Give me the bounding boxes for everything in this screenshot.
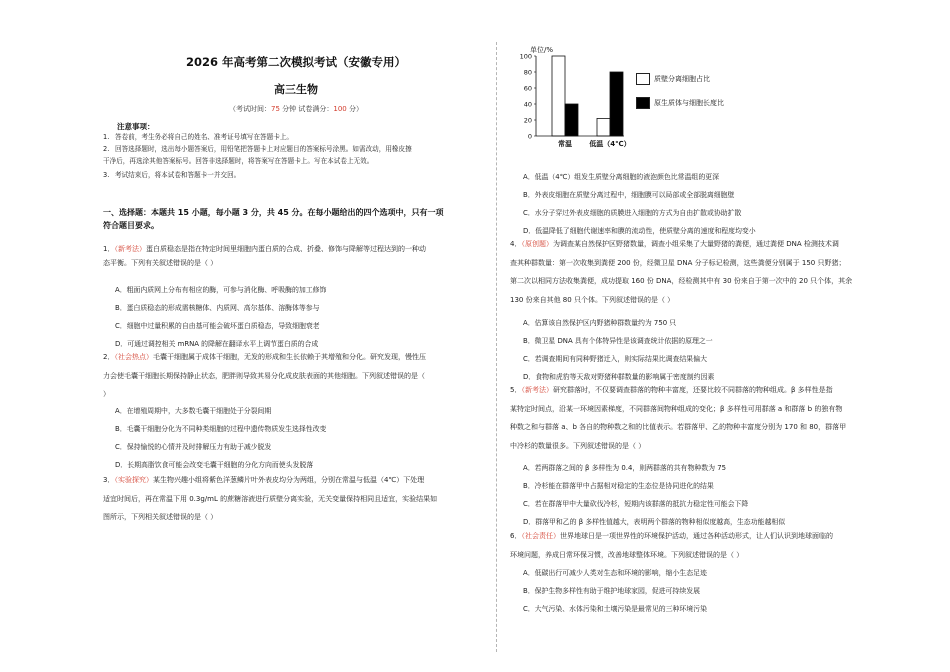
question-tag: （新考法） xyxy=(521,386,553,394)
notice-item-continued: 干净后，再选涂其他答案标号。回答非选择题时，将答案写在答题卡上。写在本试卷上无效。 xyxy=(103,157,374,165)
question-1: 1．（新考法）蛋白质稳态是指在特定时间里细胞内蛋白质的合成、折叠、修饰与降解等过程达到的一种动 态平衡。下列有关叙述错误的是（ ） xyxy=(103,245,426,267)
chart-y-tick-label: 40 xyxy=(523,100,532,109)
legend-item-1: 质壁分离细胞占比 xyxy=(636,73,710,85)
notice-item: 2. 回答选择题时，选出每小题答案后，用铅笔把答题卡上对应题目的答案标号涂黑。如需改动，用橡皮擦 xyxy=(103,145,412,153)
option-c: C．若调查期间有同种野猪迁入，则实际结果比调查结果偏大 xyxy=(523,355,707,363)
chart-category-label: 常温 xyxy=(558,140,572,148)
option-c: C．水分子穿过外表皮细胞的质膜进入细胞的方式为自由扩散或协助扩散 xyxy=(523,209,742,217)
section-heading: 一、选择题：本题共 15 小题，每小题 3 分，共 45 分。在每小题给出的四个选项中，只有一项 符合题目要求。 xyxy=(103,208,444,230)
option-b: B．冷杉能在群落甲中占据相对稳定的生态位是协同进化的结果 xyxy=(523,482,714,490)
notice-item: 3. 考试结束后，将本试卷和答题卡一并交回。 xyxy=(103,171,241,179)
question-tag: （原创题） xyxy=(521,240,553,248)
exam-title: 2026 年高考第二次模拟考试（安徽专用） xyxy=(185,55,406,69)
option-b: B．微卫星 DNA 具有个体特异性是该调查统计依据的原理之一 xyxy=(523,337,713,345)
option-c: C．保持愉悦的心情并及时排解压力有助于减少脱发 xyxy=(115,443,272,451)
option-c: C．大气污染、水体污染和土壤污染是最常见的三种环境污染 xyxy=(523,605,707,613)
chart-bar xyxy=(552,56,565,136)
column-divider xyxy=(496,42,497,652)
question-tag: （新考法） xyxy=(114,245,146,253)
question-5: 5．（新考法）研究群落时，不仅要调查群落的物种丰富度，还要比较不同群落的物种组成。β 多样性是指 某特定时间点，沿某一环境因素梯度，不同群落间物种组成的变化；β 多样性可用群落 a 和群落 b 的独有物 种数之和与群落 a、b 各自的物种数之和的比值表示。若群落甲、乙的物种丰富度分别为 170 和 80，群落甲 中冷杉的数量很多。下列叙述错误的是（ ） xyxy=(510,386,847,450)
exam-score: 100 xyxy=(333,105,347,113)
notice-item: 1. 答卷前，考生务必将自己的姓名、准考证号填写在答题卡上。 xyxy=(103,133,294,141)
chart-bar xyxy=(597,118,610,136)
chart-category-label: 低温（4℃） xyxy=(589,140,631,148)
question-tag: （社会责任） xyxy=(521,532,560,540)
option-c: C．细胞中过量积累的自由基可能会破坏蛋白质稳态，导致细胞衰老 xyxy=(115,322,320,330)
legend-item-2: 原生质体与细胞长度比 xyxy=(636,97,724,109)
exam-subject: 高三生物 xyxy=(274,83,318,96)
option-d: D．食物和虎豹等天敌对野猪种群数量的影响属于密度制约因素 xyxy=(523,373,715,381)
option-a: A．在增殖周期中，大多数毛囊干细胞处于分裂间期 xyxy=(115,407,272,415)
chart-y-tick-label: 20 xyxy=(523,116,532,125)
option-d: D．群落甲和乙的 β 多样性值越大，表明两个群落的物种相似度越高，生态功能越相似 xyxy=(523,518,786,526)
chart-bar xyxy=(610,72,623,136)
option-a: A．估算该自然保护区内野猪种群数量约为 750 只 xyxy=(523,319,677,327)
question-3: 3．（实验探究）某生物兴趣小组将紫色洋葱鳞片叶外表皮均分为两组，分别在常温与低温（4℃）下处理 适宜时间后，再在常温下用 0.3g/mL 的蔗糖溶液进行质壁分离实验，无关变量保持相同且适宜，实验结果如 图所示，下列相关叙述错误的是（ ） xyxy=(103,476,438,521)
legend-swatch-black xyxy=(636,97,650,109)
option-a: A．低碳出行可减少人类对生态和环境的影响，缩小生态足迹 xyxy=(523,569,707,577)
exam-time: 75 xyxy=(271,105,280,113)
chart-y-tick-label: 100 xyxy=(519,52,532,61)
chart-ylabel: 单位/% xyxy=(530,46,554,54)
option-a: A．若两群落之间的 β 多样性为 0.4，则两群落的共有物种数为 75 xyxy=(523,464,726,472)
option-d: D．可通过调控相关 mRNA 的降解在翻译水平上调节蛋白质的合成 xyxy=(115,340,319,348)
question-4: 4．（原创题）为调查某自然保护区野猪数量，调查小组采集了大量野猪的粪便，通过粪便 DNA 检测技术调 查其种群数量：第一次收集到粪便 200 份，经微卫星 DNA 分子标记检测，这些粪便分别属于 150 只野猪； 第二次以相同方法收集粪便，成功提取 160 份 DNA，经检测其中有 30 份来自于第一次中的 20 只个体，其余 130 份来自其他 80 只个体。下列叙述错误的是（ ） xyxy=(510,240,853,304)
option-a: A．粗面内质网上分布有相应的酶，可参与消化酶、呼吸酶的加工修饰 xyxy=(115,286,327,294)
question-tag: （社会热点） xyxy=(114,353,153,361)
option-b: B．外表皮细胞在质壁分离过程中，细胞膜可以局部或全部脱离细胞壁 xyxy=(523,191,735,199)
exam-info: （考试时间：75 分钟 试卷满分：100 分） xyxy=(229,105,363,113)
option-b: B．蛋白质稳态的形成需核糖体、内质网、高尔基体、溶酶体等参与 xyxy=(115,304,320,312)
option-b: B．保护生物多样性有助于维护地球家园，促进可持续发展 xyxy=(523,587,700,595)
option-c: C．若在群落甲中大量砍伐冷杉，短期内该群落的抵抗力稳定性可能会下降 xyxy=(523,500,749,508)
legend-swatch-white xyxy=(636,73,650,85)
notice-heading: 注意事项： xyxy=(117,122,155,131)
option-a: A．低温（4℃）组发生质壁分离细胞的液泡颜色比常温组的更深 xyxy=(523,173,719,181)
chart-y-tick-label: 0 xyxy=(527,132,532,141)
question-6: 6．（社会责任）世界地球日是一项世界性的环境保护活动，通过各种活动形式，让人们认识到地球面临的 环境问题，养成日常环保习惯，改善地球整体环境。下列叙述错误的是（ ） xyxy=(510,532,833,559)
question-2: 2．（社会热点）毛囊干细胞属于成体干细胞，无发的形成和生长依赖于其增殖和分化。研究发现，慢性压 力会使毛囊干细胞长期保持静止状态，肥胖则导致其易分化成皮肤表面的其他细胞。下列叙述错误的是（ ） xyxy=(103,353,426,398)
option-d: D．长期高脂饮食可能会改变毛囊干细胞的分化方向而使头发脱落 xyxy=(115,461,314,469)
chart-bar xyxy=(565,104,578,136)
chart-y-tick-label: 60 xyxy=(523,84,532,93)
option-b: B．毛囊干细胞分化为不同种类细胞的过程中遗传物质发生选择性改变 xyxy=(115,425,327,433)
option-d: D．低温降低了细胞代谢速率和膜的流动性，使质壁分离的速度和程度均变小 xyxy=(523,227,756,235)
question-tag: （实验探究） xyxy=(114,476,153,484)
chart-y-tick-label: 80 xyxy=(523,68,532,77)
